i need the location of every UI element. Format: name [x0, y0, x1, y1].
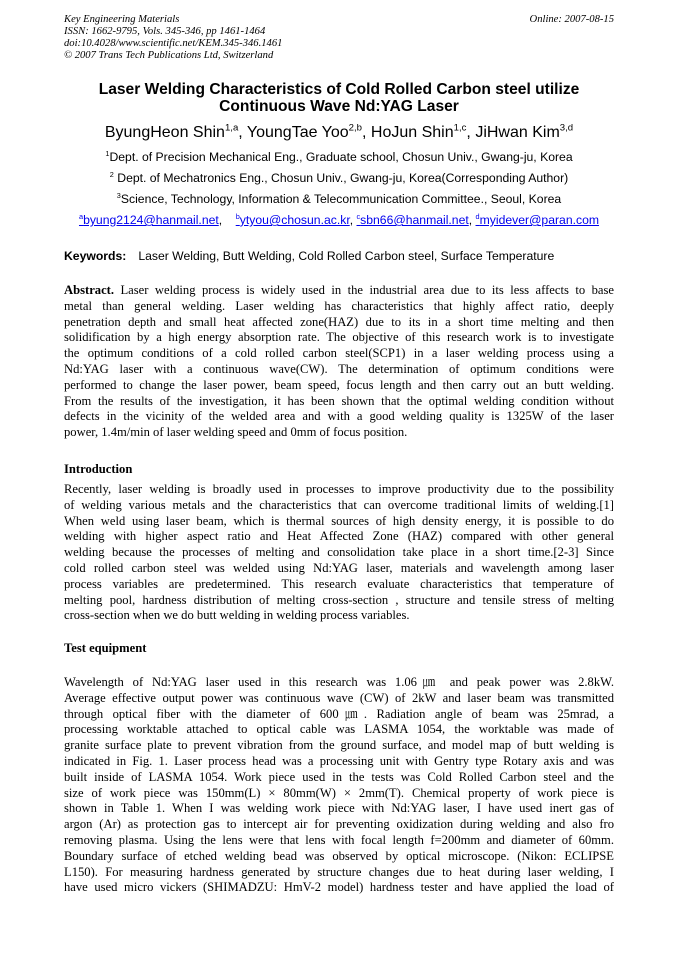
test-equipment-paragraph: [64, 675, 614, 896]
section-heading-test-equipment: Test equipment: [64, 641, 147, 655]
text-line: welding because the processes of melting and consolidation take place in a short time.[2-3] Since: [64, 545, 614, 560]
introduction-paragraph: [64, 482, 614, 624]
title-line-1: Laser Welding Characteristics of Cold Rolled Carbon steel utilize: [98, 81, 580, 98]
text-line: From the results of the investigation, it has been shown that the optimal welding condition without: [64, 393, 614, 408]
text-line: solidification by a high energy absorption rate. The objective of this research work is to investigate: [64, 330, 614, 345]
copyright: © 2007 Trans Tech Publications Ltd, Switzerland: [64, 50, 274, 61]
text-line: cross-section when we do butt welding in welding process variables.: [64, 608, 410, 623]
email-link[interactable]: $^d$myidever@paran.com: [475, 211, 600, 227]
email-link[interactable]: $^b$ytyou@chosun.ac.kr: [235, 211, 350, 227]
text-line: penetration depth and small heat affected zone(HAZ) due to its in a short time melting and then: [64, 314, 614, 329]
online-date: Online: 2007-08-15: [529, 14, 614, 25]
text-line: L150). For measuring hardness generated by structure changes due to heat during laser welding, I: [64, 864, 614, 879]
keywords-label: Keywords:: [64, 249, 127, 263]
text-line: cold rolled carbon steel was welded using Nd:YAG laser, materials and wavelength among laser: [64, 560, 614, 575]
text-line: Average effective output power was continuous wave (CW) of 2kW and laser beam was transmitted: [64, 690, 614, 705]
text-line: shown in Table 1. When I was welding work piece with Nd:YAG laser, I have used inert gas of: [64, 801, 614, 816]
text-line: indicated in Fig. 1. Laser process head was a processing unit with Gentry type Rotary axis and was: [64, 753, 614, 768]
journal-header: [64, 14, 282, 62]
issn: ISSN: 1662-9795, Vols. 345-346, pp 1461-1464: [64, 26, 266, 37]
paper-title: [40, 81, 638, 115]
abstract: [64, 283, 614, 441]
text-line: Recently, laser welding is broadly used in processes to improve productivity due to the possibility: [64, 482, 614, 496]
text-line: defects in the vicinity of the welded area and with a good welding quality is 1325W of the laser: [64, 409, 614, 424]
affiliation-3: $^3$Science, Technology, Information & Telecommunication Committee., Seoul, Korea: [116, 190, 562, 206]
text-line: have used micro vickers (SHIMADZU: HmV-2 model) hardness tester and have applied the load of: [64, 880, 614, 895]
affiliation-2: $^2$ Dept. of Mechatronics Eng., Chosun Univ., Gwang-ju, Korea(Corresponding Author): [109, 169, 569, 185]
text-line: Nd:YAG laser with a continuous wave(CW). The determination of optimum conditions were: [64, 361, 614, 376]
text-line: Abstract. Laser welding process is widely used in the industrial area due to its less affects to base: [64, 283, 614, 297]
text-line: Wavelength of Nd:YAG laser used in this research was 1.06㎛ and peak power was 2.8kW.: [64, 675, 614, 689]
keywords-text: Laser Welding, Butt Welding, Cold Rolled Carbon steel, Surface Temperature: [138, 249, 555, 263]
title-line-2: Continuous Wave Nd:YAG Laser: [219, 98, 459, 115]
text-line: of welding various metals and the characteristics that can overcome traditional limits of welding.[1]: [64, 497, 614, 512]
abstract-label: Abstract.: [64, 283, 115, 297]
email-link[interactable]: $^a$byung2124@hanmail.net: [78, 211, 219, 227]
text-line: welding with higher aspect ratio and Heat Affected Zone (HAZ) compared with other general: [64, 529, 614, 544]
author: ByungHeon Shin$^{1,a}$,: [104, 122, 247, 141]
author: JiHwan Kim$^{3,d}$: [475, 122, 574, 141]
text-line: process variables are predetermined. This research evaluate characteristics that temperature of: [64, 576, 614, 591]
author: HoJun Shin$^{1,c}$,: [370, 122, 476, 141]
text-line: Boundary surface of etched welding bead was observed by optical microscope. (Nikon: ECLIPSE: [64, 848, 614, 863]
affiliation-1: $^1$Dept. of Precision Mechanical Eng., Graduate school, Chosun Univ., Gwang-ju, Korea: [105, 148, 573, 164]
text-line: power, 1.4m/min of laser welding speed and 0mm of focus position.: [64, 425, 408, 440]
journal-name: Key Engineering Materials: [64, 14, 180, 25]
section-heading-introduction: Introduction: [64, 462, 133, 476]
keywords: [64, 249, 554, 263]
text-line: performed to change the laser power, beam speed, focus length and then carry out an butt welding.: [64, 377, 614, 392]
email-list: $^a$byung2124@hanmail.net, $^b$ytyou@chosun.ac.kr, $^c$sbn66@hanmail.net, $^d$myidever@paran.com: [78, 211, 600, 227]
doi: doi:10.4028/www.scientific.net/KEM.345-346.1461: [64, 38, 283, 49]
text-line: processing worktable attached to optical cable was LASMA 1054, the worktable was made of: [64, 722, 614, 737]
text-line: the optimum conditions of a cold rolled carbon steel(SCP1) in a laser welding process using a: [64, 346, 614, 361]
author-list: [40, 123, 638, 143]
text-line: size of work piece was 150mm(L) × 80mm(W) × 2mm(T). Chemical property of work piece is: [64, 785, 614, 800]
text-line: through optical fiber with the diameter of 600㎛. Radiation angle of beam was 25mrad, a: [64, 706, 614, 721]
text-line: built inside of LASMA 1054. Work piece used in the tests was Cold Rolled Carbon steel and the: [64, 769, 614, 784]
text-line: metal than general welding. Laser welding has characteristics that highly affect ratio, deeply: [64, 298, 614, 313]
author: YoungTae Yoo$^{2,b}$,: [246, 122, 371, 141]
text-line: argon (Ar) as protection gas to intercept air for preventing oxidization during welding and also fro: [64, 817, 614, 832]
email-link[interactable]: $^c$sbn66@hanmail.net: [356, 211, 469, 227]
text-line: removing plasma. Using the lens were that lens with focal length f=200mm and diameter of 60mm.: [64, 832, 614, 847]
text-line: When weld using laser beam, which is thermal sources of high density energy, it is possible to do: [64, 513, 614, 528]
text-line: granite surface plate to prevent vibration from the ground surface, and model map of butt welding is: [64, 738, 614, 753]
text-line: melting pool, hardness distribution of melting cross-section , structure and tensile stress of melting: [64, 592, 614, 607]
